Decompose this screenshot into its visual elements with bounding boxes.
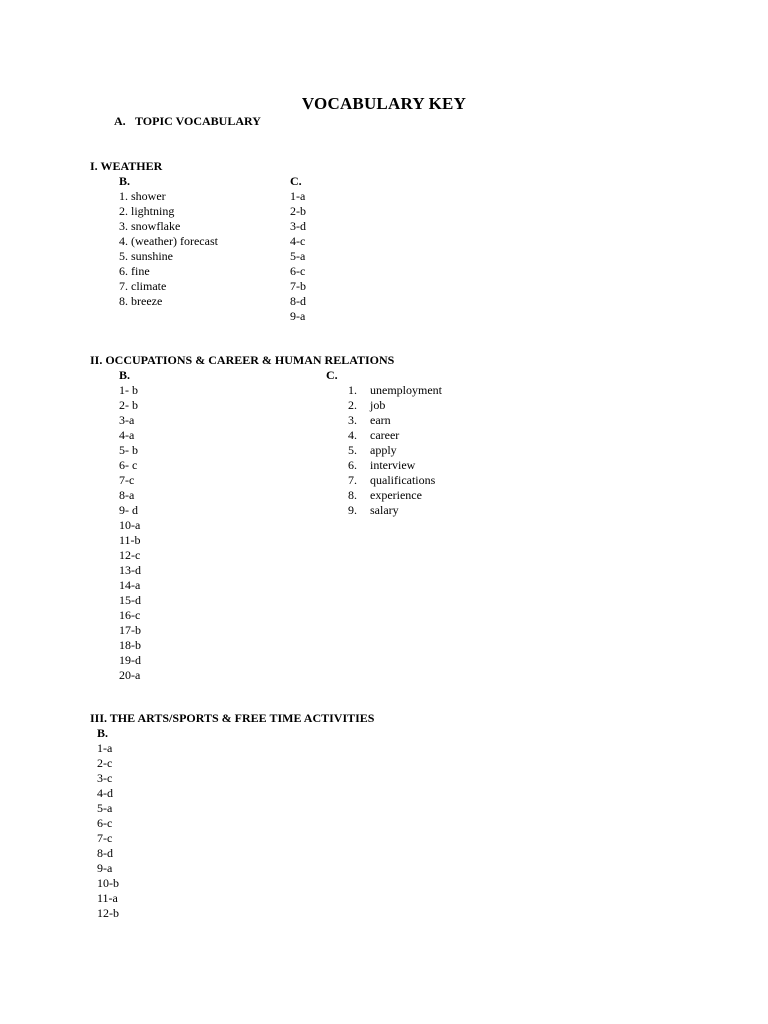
list-item: 8-a (119, 488, 135, 502)
section-occupations-heading: II. OCCUPATIONS & CAREER & HUMAN RELATIONS (90, 353, 395, 367)
weather-c-list (290, 189, 306, 324)
list-item: 3. snowflake (119, 219, 181, 233)
list-item: 11-b (119, 533, 141, 547)
weather-b-label: B. (119, 174, 131, 188)
list-item: 20-a (119, 668, 141, 682)
list-item: 9-a (97, 861, 113, 875)
list-item: 6. fine (119, 264, 150, 278)
list-item: 5-a (97, 801, 113, 815)
item-word: career (370, 428, 400, 442)
list-item: 10-a (119, 518, 141, 532)
list-item: 2-b (290, 204, 306, 218)
occupations-c-list (348, 383, 442, 518)
list-item: 15-d (119, 593, 141, 607)
list-item: 2. lightning (119, 204, 175, 218)
list-item (348, 443, 442, 458)
list-item: 4. (weather) forecast (119, 234, 218, 248)
list-item: 3-d (290, 219, 306, 233)
weather-b-list (119, 189, 218, 309)
occupations-b-column (119, 368, 141, 683)
list-item: 8-d (97, 846, 113, 860)
list-item: 5. sunshine (119, 249, 173, 263)
list-item: 2- b (119, 398, 138, 412)
occupations-b-label: B. (119, 368, 131, 382)
list-item: 1- b (119, 383, 138, 397)
item-number: 7. (348, 473, 357, 487)
list-item: 4-c (290, 234, 306, 248)
list-item: 12-c (119, 548, 141, 562)
list-item (348, 398, 442, 413)
list-item: 18-b (119, 638, 141, 652)
list-item: 4-d (97, 786, 113, 800)
weather-c-label: C. (290, 174, 302, 188)
item-word: apply (370, 443, 397, 457)
list-item: 2-c (97, 756, 113, 770)
list-item (348, 413, 442, 428)
arts-b-label: B. (97, 726, 109, 740)
section-weather-heading: I. WEATHER (90, 159, 163, 173)
list-item: 4-a (119, 428, 135, 442)
list-item (348, 488, 442, 503)
topic-marker: A. (114, 114, 126, 128)
item-number: 9. (348, 503, 357, 517)
item-number: 4. (348, 428, 357, 442)
page-title: VOCABULARY KEY (301, 94, 467, 113)
list-item (348, 503, 442, 518)
list-item: 17-b (119, 623, 141, 637)
item-word: job (370, 398, 386, 412)
list-item: 14-a (119, 578, 141, 592)
occupations-c-label: C. (326, 368, 338, 382)
list-item (348, 428, 442, 443)
arts-b-list (97, 741, 119, 921)
item-number: 2. (348, 398, 357, 412)
list-item: 19-d (119, 653, 141, 667)
item-word: salary (370, 503, 399, 517)
list-item: 8. breeze (119, 294, 163, 308)
list-item: 1-a (97, 741, 113, 755)
item-word: interview (370, 458, 416, 472)
list-item: 7-c (119, 473, 135, 487)
list-item: 7-c (97, 831, 113, 845)
list-item: 10-b (97, 876, 119, 890)
list-item: 9-a (290, 309, 306, 323)
list-item: 7-b (290, 279, 306, 293)
item-word: qualifications (370, 473, 436, 487)
list-item: 9- d (119, 503, 138, 517)
list-item: 12-b (97, 906, 119, 920)
list-item: 8-d (290, 294, 306, 308)
arts-b-column (97, 726, 119, 921)
list-item: 1-a (290, 189, 306, 203)
item-word: unemployment (370, 383, 442, 397)
list-item: 3-c (97, 771, 113, 785)
list-item (348, 473, 442, 488)
list-item: 6-c (97, 816, 113, 830)
list-item: 16-c (119, 608, 141, 622)
list-item: 5-a (290, 249, 306, 263)
item-number: 8. (348, 488, 357, 502)
item-number: 1. (348, 383, 357, 397)
list-item: 13-d (119, 563, 141, 577)
weather-b-column (119, 174, 218, 309)
item-number: 3. (348, 413, 357, 427)
list-item: 3-a (119, 413, 135, 427)
item-word: experience (370, 488, 422, 502)
list-item: 6- c (119, 458, 138, 472)
item-number: 5. (348, 443, 357, 457)
list-item: 6-c (290, 264, 306, 278)
occupations-c-column (326, 368, 442, 518)
occupations-b-list (119, 383, 141, 683)
item-number: 6. (348, 458, 357, 472)
list-item: 7. climate (119, 279, 167, 293)
list-item: 5- b (119, 443, 138, 457)
section-arts-sports-heading: III. THE ARTS/SPORTS & FREE TIME ACTIVITIES (90, 711, 375, 725)
list-item: 1. shower (119, 189, 166, 203)
list-item (348, 458, 442, 473)
list-item: 11-a (97, 891, 118, 905)
weather-c-column (290, 174, 306, 324)
topic-label: TOPIC VOCABULARY (135, 114, 261, 128)
item-word: earn (370, 413, 391, 427)
list-item (348, 383, 442, 398)
topic-vocabulary-heading (114, 114, 261, 129)
